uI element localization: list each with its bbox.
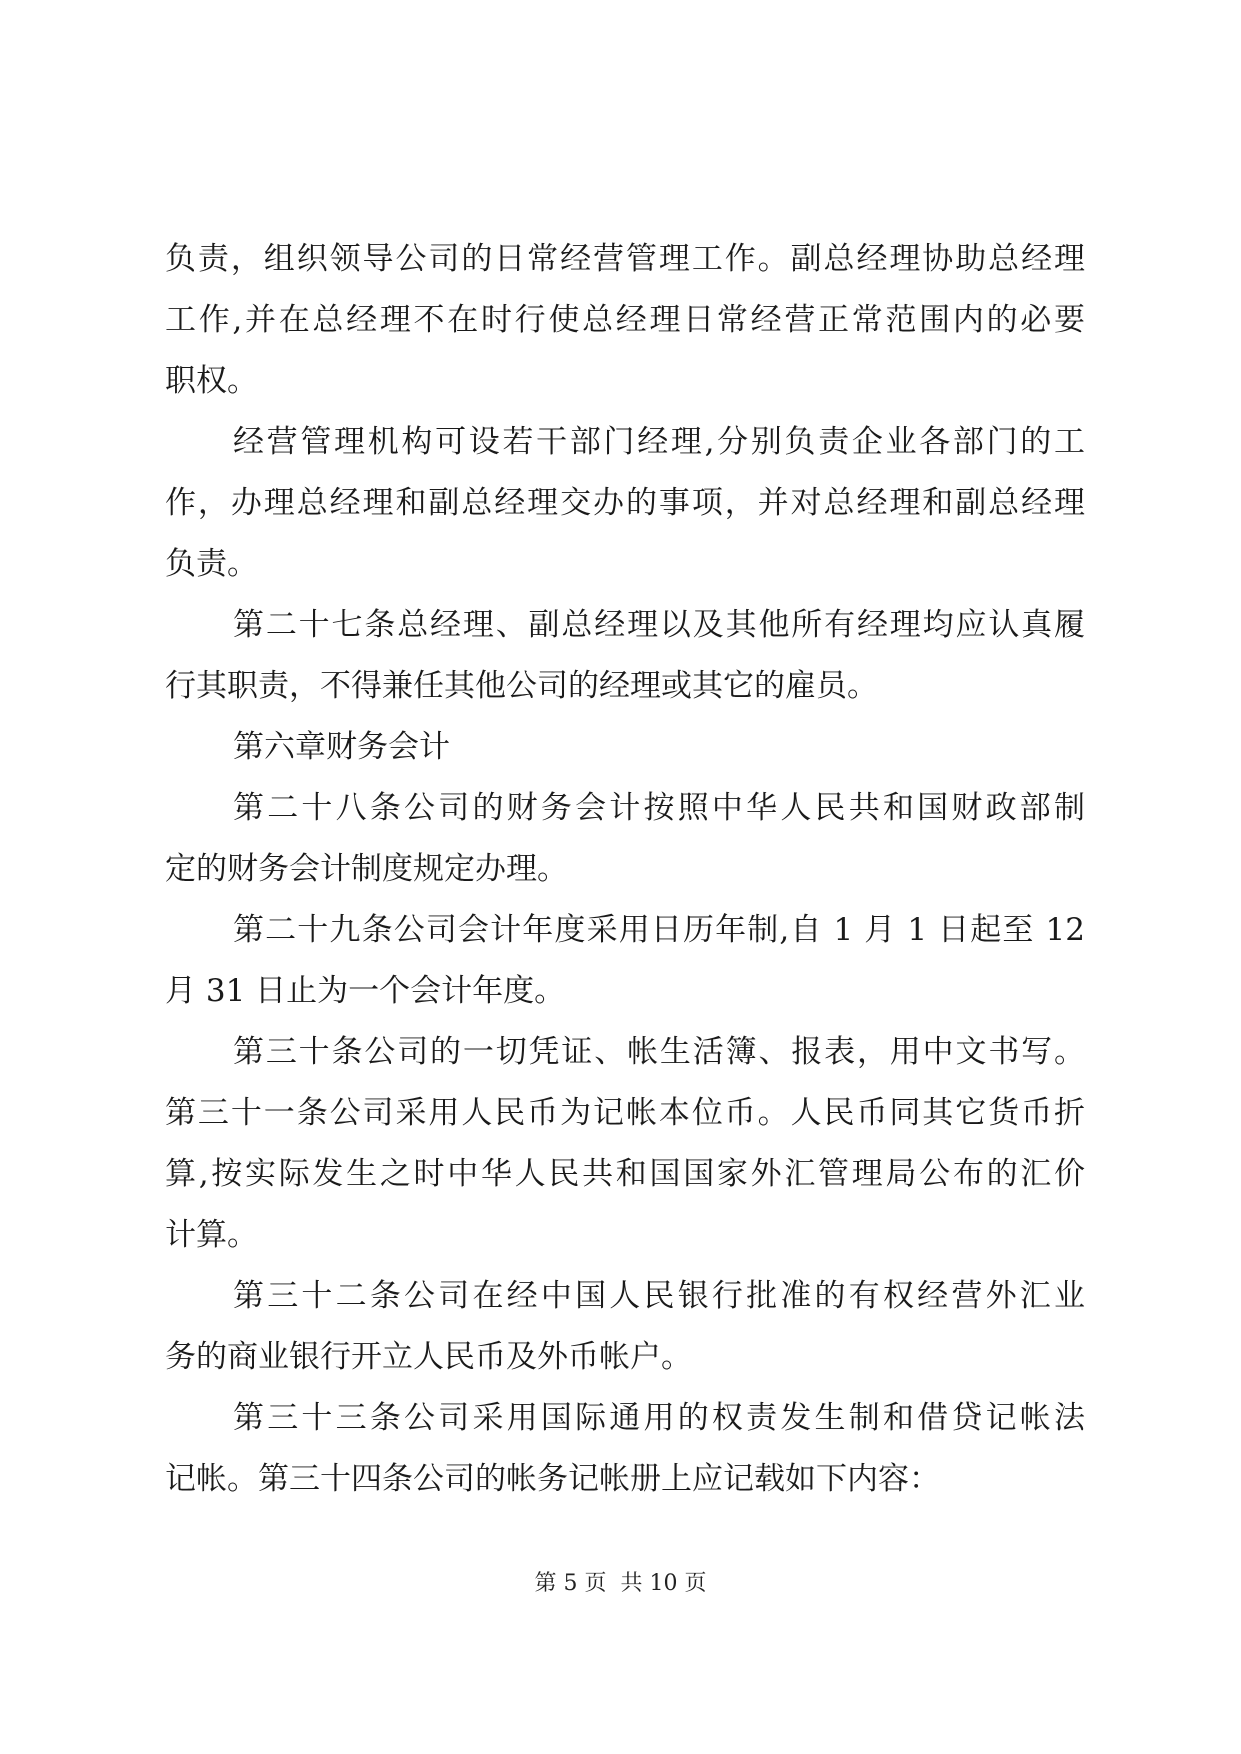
document-body	[165, 229, 1085, 1510]
page-number: 第 5 页	[534, 1571, 607, 1596]
text-line: 负责，组织领导公司的日常经营管理工作。副总经理协助总经理	[165, 241, 1085, 277]
text-line: 计算。	[165, 1217, 258, 1253]
text-line: 工作,并在总经理不在时行使总经理日常经营正常范围内的必要	[165, 302, 1085, 338]
text-line: 第二十七条总经理、副总经理以及其他所有经理均应认真履	[233, 607, 1085, 643]
text-line: 第二十八条公司的财务会计按照中华人民共和国财政部制	[233, 790, 1085, 826]
chapter-heading: 第六章财务会计	[233, 729, 450, 765]
text-line: 定的财务会计制度规定办理。	[165, 851, 568, 887]
text-line: 第三十三条公司采用国际通用的权责发生制和借贷记帐法	[233, 1400, 1085, 1436]
page-total: 共 10 页	[620, 1571, 707, 1596]
page-footer	[0, 1566, 1241, 1597]
text-line: 第三十条公司的一切凭证、帐生活簿、报表，用中文书写。	[233, 1034, 1085, 1070]
text-line: 记帐。第三十四条公司的帐务记帐册上应记载如下内容：	[165, 1461, 940, 1497]
text-line: 第二十九条公司会计年度采用日历年制,自 1 月 1 日起至 12	[233, 912, 1085, 948]
text-line: 算,按实际发生之时中华人民共和国国家外汇管理局公布的汇价	[165, 1156, 1085, 1192]
text-line: 第三十二条公司在经中国人民银行批准的有权经营外汇业	[233, 1278, 1085, 1314]
text-line: 行其职责，不得兼任其他公司的经理或其它的雇员。	[165, 668, 878, 704]
text-line: 职权。	[165, 363, 258, 399]
text-line: 经营管理机构可设若干部门经理,分别负责企业各部门的工	[233, 424, 1085, 460]
text-line: 作，办理总经理和副总经理交办的事项，并对总经理和副总经理	[165, 485, 1085, 521]
text-line: 负责。	[165, 546, 258, 582]
text-line: 务的商业银行开立人民币及外币帐户。	[165, 1339, 692, 1375]
text-line: 第三十一条公司采用人民币为记帐本位币。人民币同其它货币折	[165, 1095, 1085, 1131]
text-line: 月 31 日止为一个会计年度。	[165, 973, 566, 1009]
